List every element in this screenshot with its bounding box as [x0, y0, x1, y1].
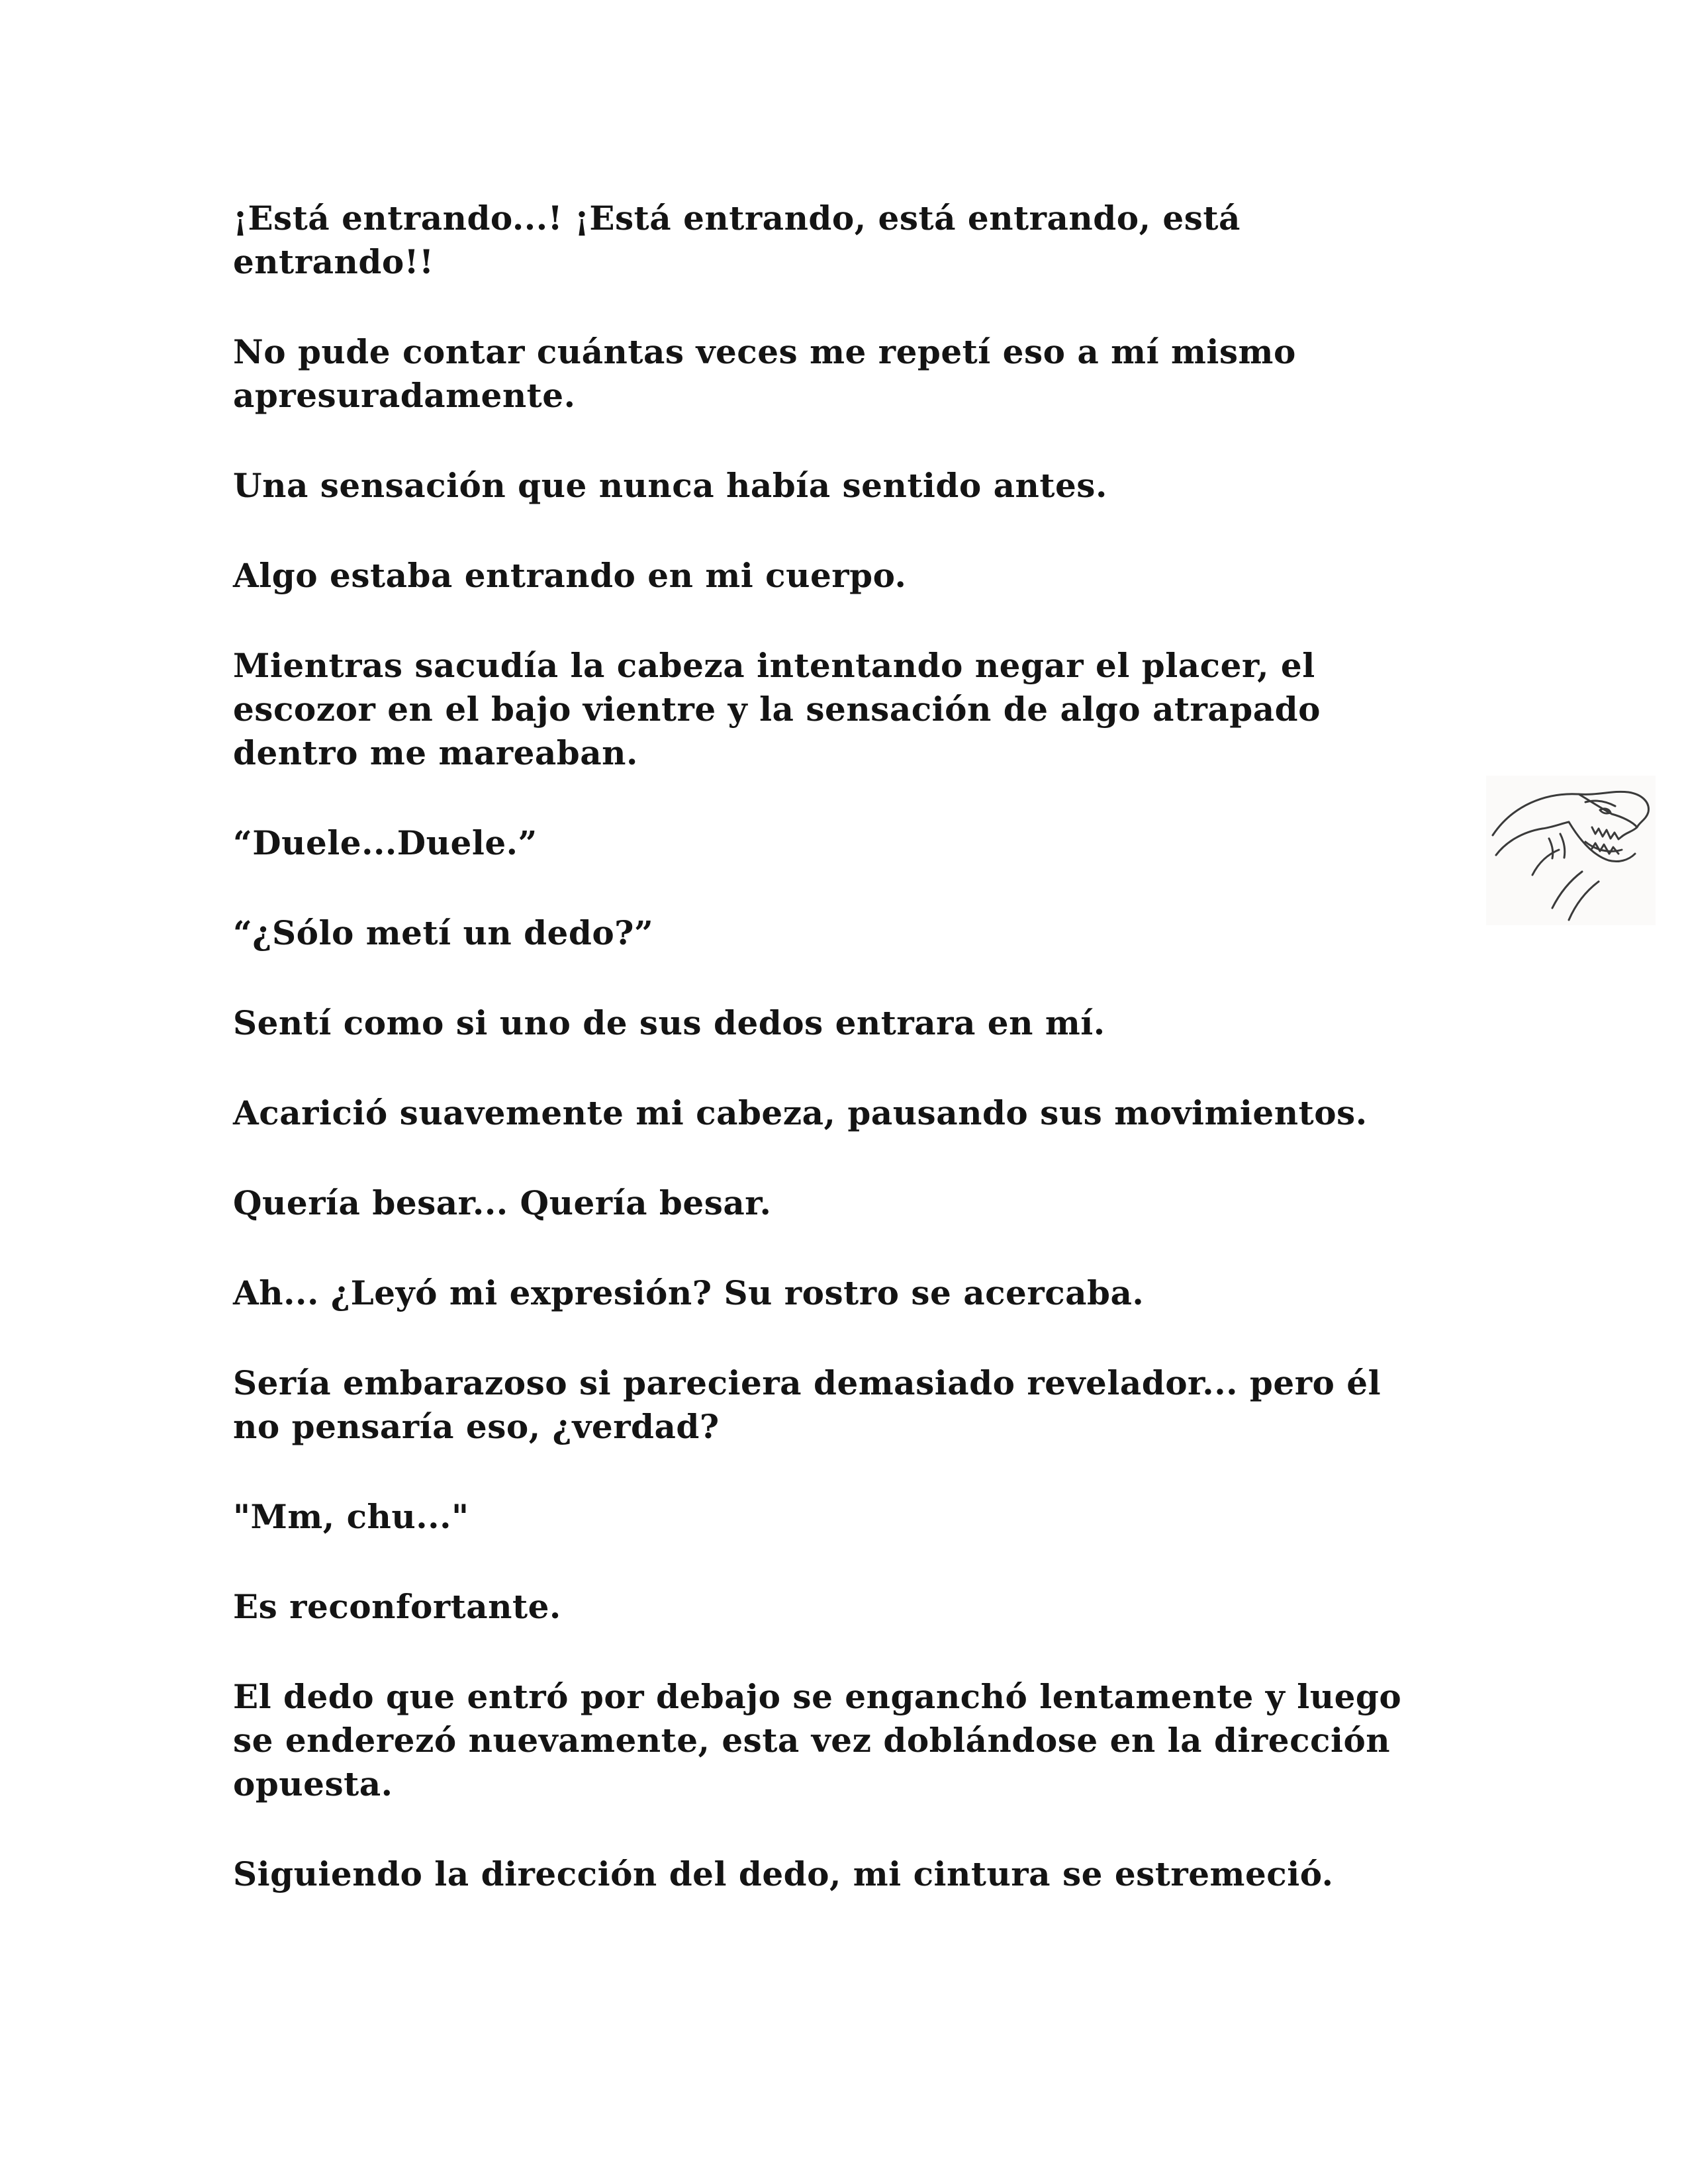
paragraph-3: Una sensación que nunca había sentido antes.: [233, 466, 1107, 505]
paragraph-11: Ah... ¿Leyó mi expresión? Su rostro se acercaba.: [233, 1273, 1145, 1312]
paragraph-10: Quería besar... Quería besar.: [233, 1183, 772, 1222]
paragraph-4: Algo estaba entrando en mi cuerpo.: [233, 556, 907, 595]
paragraph-1: ¡Está entrando...! ¡Está entrando, está entrando, está entrando!!: [233, 199, 1241, 281]
paragraph-9: Acarició suavemente mi cabeza, pausando sus movimientos.: [233, 1093, 1368, 1132]
paragraph-6: “Duele...Duele.”: [233, 823, 538, 862]
paragraph-7: “¿Sólo metí un dedo?”: [233, 913, 654, 952]
paragraph-5: Mientras sacudía la cabeza intentando negar el placer, el escozor en el bajo vientre y la sensación de algo atrapado dentro me mareaban.: [233, 646, 1321, 772]
paragraph-13: "Mm, chu...": [233, 1497, 469, 1536]
paragraph-16: Siguiendo la dirección del dedo, mi cintura se estremeció.: [233, 1854, 1334, 1893]
document-body: [233, 197, 1477, 1942]
paragraph-8: Sentí como si uno de sus dedos entrara en mí.: [233, 1003, 1105, 1042]
paragraph-14: Es reconfortante.: [233, 1587, 561, 1626]
paragraph-12: Sería embarazoso si pareciera demasiado revelador... pero él no pensaría eso, ¿verdad?: [233, 1363, 1382, 1446]
paragraph-15: El dedo que entró por debajo se enganchó lentamente y luego se enderezó nuevamente, esta vez doblándose en la dirección opuesta.: [233, 1677, 1402, 1803]
dinosaur-head-icon: [1486, 776, 1656, 925]
paragraph-2: No pude contar cuántas veces me repetí eso a mí mismo apresuradamente.: [233, 332, 1296, 415]
